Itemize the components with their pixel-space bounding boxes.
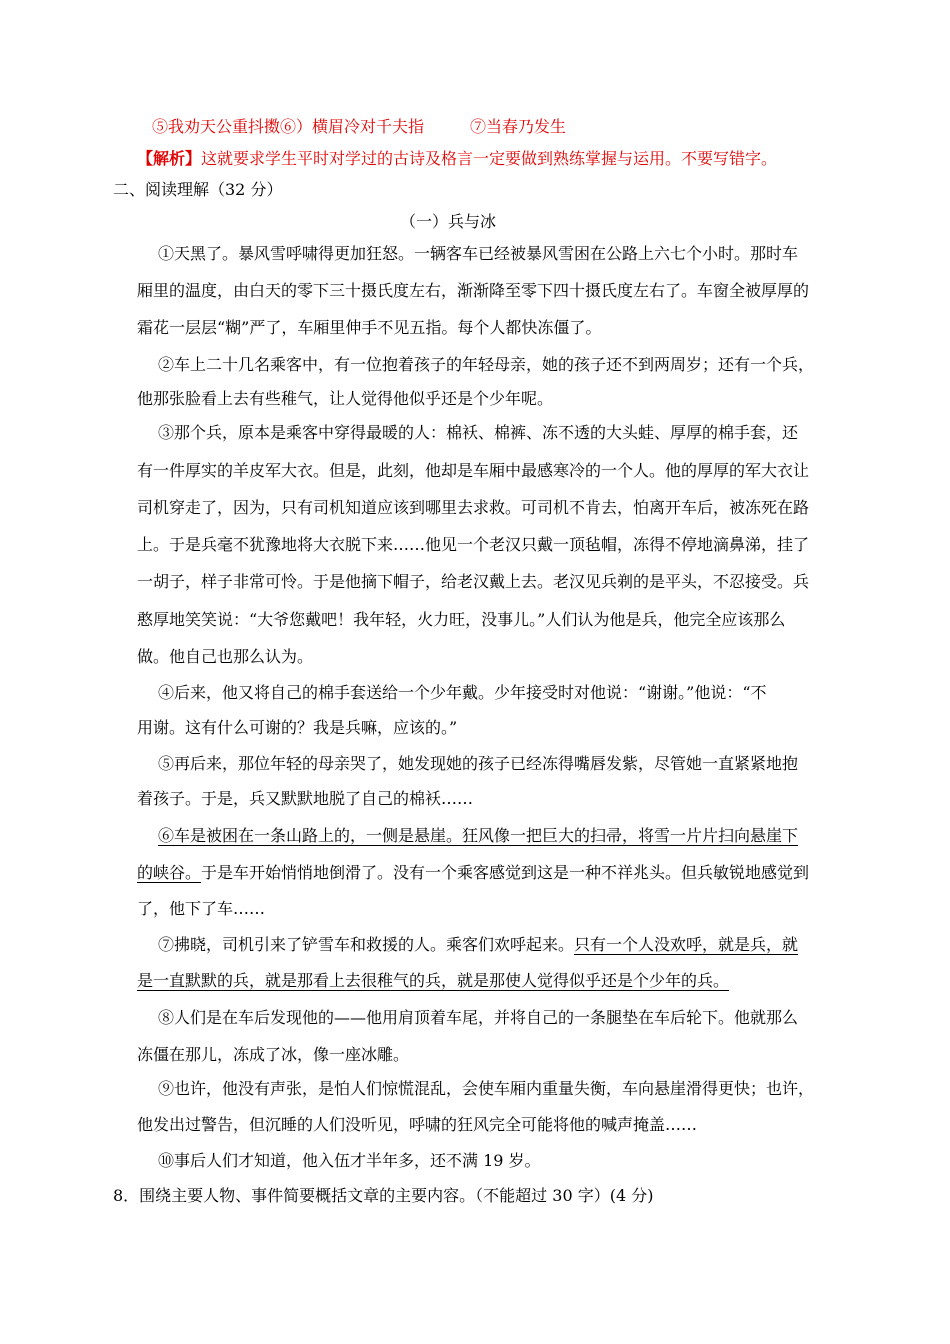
- paragraph-line: 冻僵在那儿，冻成了冰，像一座冰雕。: [137, 1045, 410, 1064]
- paragraph-line: 憨厚地笑笑说：“大爷您戴吧！我年轻，火力旺，没事儿。”人们认为他是兵，他完全应该那么: [137, 610, 786, 629]
- paragraph-line: ③那个兵，原本是乘客中穿得最暖的人：棉袄、棉裤、冻不透的大头蛙、厚厚的棉手套，还: [158, 423, 799, 442]
- analysis-text: 这就要求学生平时对学过的古诗及格言一定要做到熟练掌握与运用。不要写错字。: [201, 149, 778, 168]
- paragraph-line: ⑩事后人们才知道，他入伍才半年多，还不满 19 岁。: [158, 1151, 541, 1170]
- paragraph-line: 用谢。这有什么可谢的？我是兵嘛，应该的。”: [137, 718, 458, 737]
- answer-quote-6: ⑥）横眉冷对千夫指: [280, 117, 425, 136]
- paragraph-line: 做。他自己也那么认为。: [137, 647, 314, 666]
- paragraph-line: 他那张脸看上去有些稚气，让人觉得他似乎还是个少年呢。: [137, 389, 554, 408]
- analysis-label: 【解析】: [137, 149, 202, 168]
- paragraph-line: 霜花一层层“糊”严了，车厢里伸手不见五指。每个人都快冻僵了。: [137, 318, 602, 337]
- paragraph-line: ①天黑了。暴风雪呼啸得更加狂怒。一辆客车已经被暴风雪困在公路上六七个小时。那时车: [158, 244, 799, 263]
- paragraph-line: ⑨也许，他没有声张，是怕人们惊慌混乱，会使车厢内重量失衡，车向悬崖滑得更快；也许，: [158, 1079, 815, 1098]
- paragraph-line: ②车上二十几名乘客中，有一位抱着孩子的年轻母亲，她的孩子还不到两周岁；还有一个兵，: [158, 355, 815, 374]
- paragraph-line: ⑧人们是在车后发现他的——他用肩顶着车尾，并将自己的一条腿垫在车后轮下。他就那么: [158, 1008, 799, 1027]
- underlined-sentence-end: 是一直默默的兵，就是那看上去很稚气的兵，就是那使人觉得似乎还是个少年的兵。: [137, 971, 730, 990]
- paragraph-line: [137, 863, 809, 883]
- sentence: ⑦拂晓，司机引来了铲雪车和救援的人。乘客们欢呼起来。: [158, 935, 575, 954]
- underlined-sentence: 只有一个人没欢呼，就是兵，就: [574, 935, 799, 954]
- paragraph-line: ④后来，他又将自己的棉手套送给一个少年戴。少年接受时对他说：“谢谢。”他说：“不: [158, 683, 767, 702]
- analysis-line: [137, 149, 777, 169]
- paragraph-line: 上。于是兵毫不犹豫地将大衣脱下来……他见一个老汉只戴一顶毡帽，冻得不停地滴鼻涕，挂了: [137, 535, 810, 554]
- section-heading: 二、阅读理解（32 分）: [113, 180, 283, 199]
- paragraph-line: 着孩子。于是，兵又默默地脱了自己的棉袄……: [137, 789, 474, 808]
- passage-title: （一）兵与冰: [400, 212, 497, 231]
- answer-line: [152, 117, 566, 137]
- paragraph-line: [158, 935, 798, 955]
- underlined-sentence: ⑥车是被困在一条山路上的，一侧是悬崖。狂风像一把巨大的扫帚，将雪一片片扫向悬崖下: [158, 826, 799, 845]
- paragraph-line: ⑤再后来，那位年轻的母亲哭了，她发现她的孩子已经冻得嘴唇发紫，尽管她一直紧紧地抱: [158, 754, 799, 773]
- paragraph-line: 了，他下了车……: [137, 899, 266, 918]
- paragraph-line: 厢里的温度，由白天的零下三十摄氏度左右，渐渐降至零下四十摄氏度左右了。车窗全被厚厚的: [137, 281, 810, 300]
- underlined-sentence-end: 的峡谷。: [137, 863, 202, 882]
- sentence: 于是车开始悄悄地倒滑了。没有一个乘客感觉到这是一种不祥兆头。但兵敏锐地感觉到: [201, 863, 810, 882]
- answer-quote-5: ⑤我劝天公重抖擞: [152, 117, 281, 136]
- paragraph-line: 一胡子，样子非常可怜。于是他摘下帽子，给老汉戴上去。老汉见兵剃的是平头，不忍接受。兵: [137, 572, 810, 591]
- paragraph-line: 有一件厚实的羊皮军大衣。但是，此刻，他却是车厢中最感寒冷的一个人。他的厚厚的军大衣让: [137, 461, 810, 480]
- question-8: 8．围绕主要人物、事件简要概括文章的主要内容。（不能超过 30 字）(4 分): [113, 1186, 654, 1205]
- paragraph-line: 司机穿走了，因为，只有司机知道应该到哪里去求救。可司机不肯去，怕离开车后，被冻死在路: [137, 498, 810, 517]
- paragraph-line: 他发出过警告，但沉睡的人们没听见，呼啸的狂风完全可能将他的喊声掩盖……: [137, 1115, 698, 1134]
- answer-quote-7: ⑦当春乃发生: [470, 117, 567, 136]
